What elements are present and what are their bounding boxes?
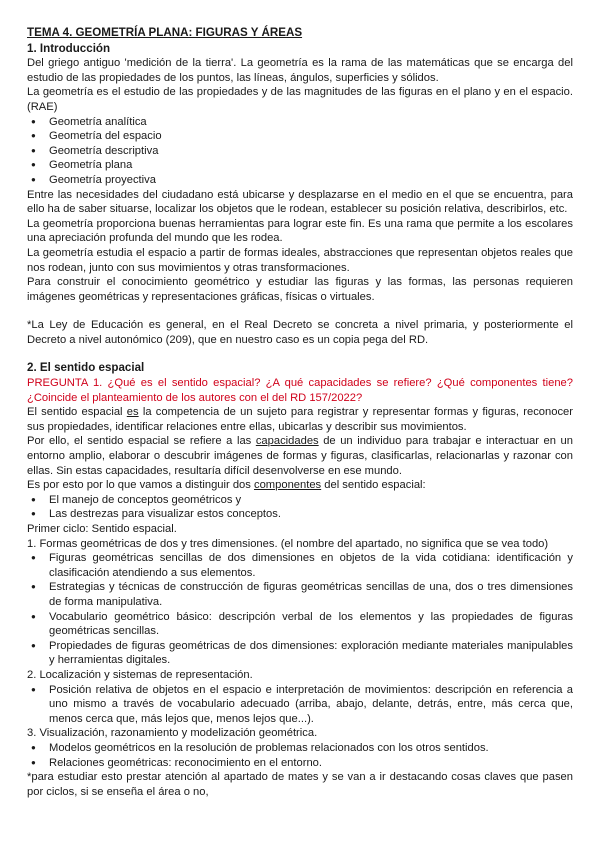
item-1-list: [27, 551, 573, 668]
list-item: ● Vocabulario geométrico básico: descripción verbal de los elementos y las propiedades de figuras geométricas sencillas.: [27, 610, 573, 639]
list-item: ● El manejo de conceptos geométricos y: [27, 493, 573, 508]
item-2-heading: 2. Localización y sistemas de representación.: [27, 668, 253, 681]
list-item: ● Propiedades de figuras geométricas de dos dimensiones: exploración mediante materiales manipulables y herramientas digitales.: [27, 639, 573, 668]
final-note: *para estudiar esto prestar atención al apartado de mates y se van a ir destacando cosas claves que pasen por ciclos, si se enseña el área o no,: [27, 771, 573, 798]
list-item: ● Las destrezas para visualizar estos conceptos.: [27, 507, 573, 522]
item-2-list: [27, 683, 573, 727]
item-1-heading: 1. Formas geométricas de dos y tres dimensiones. (el nombre del apartado, no significa que se vea todo): [27, 537, 549, 550]
list-item: ● Relaciones geométricas: reconocimiento en el entorno.: [27, 756, 573, 771]
list-item: ● Posición relativa de objetos en el espacio e interpretación de movimientos: descripción en referencia a uno mismo a través de vocabulario adecuado (arriba, abajo, delante, detrás, entre, más cerca que, menos cerca que, más lejos que, menos lejos que...).: [27, 683, 573, 727]
list-item: ● Estrategias y técnicas de construcción de figuras geométricas sencillas de una, dos o tres dimensiones de forma manipulativa.: [27, 580, 573, 609]
list-item: ● Geometría descriptiva: [27, 144, 573, 159]
cycle-label: Primer ciclo: Sentido espacial.: [27, 523, 177, 535]
spatial-sense-definition: El sentido espacial es la competencia de un sujeto para registrar y representar formas y figuras, reconocer sus propiedades, identificar relaciones entre ellas, ubicarlas y describir sus movimientos.: [27, 406, 573, 433]
list-item: ● Geometría del espacio: [27, 129, 573, 144]
section-2-heading: 2. El sentido espacial: [27, 361, 145, 375]
item-3-heading: 3. Visualización, razonamiento y modelización geométrica.: [27, 727, 318, 740]
item-3-list: [27, 741, 573, 770]
intro-paragraph-4: La geometría proporciona buenas herramientas para lograr este fin. Es una rama que permite a los escolares una apreciación profunda del mundo que les rodea.: [27, 217, 573, 245]
list-item: ● Geometría analítica: [27, 115, 573, 130]
intro-paragraph-6: Para construir el conocimiento geométrico y estudiar las figuras y las formas, las personas requieren imágenes geométricas y representaciones gráficas, físicas o virtuales.: [27, 276, 573, 303]
question-1: PREGUNTA 1. ¿Qué es el sentido espacial? ¿A qué capacidades se refiere? ¿Qué componentes tiene? ¿Coincide el planteamiento de los autores con el del RD 157/2022?: [27, 377, 573, 404]
capacities-paragraph: Por ello, el sentido espacial se refiere a las capacidades de un individuo para trabajar e interactuar en un entorno amplio, elaborar o descubrir imágenes de formas y figuras, clasificarlas, relacionarlas y razonar con ellas. Sin estas capacidades, resultaría difícil desenvolverse en ese mundo.: [27, 435, 573, 477]
list-item: ● Geometría proyectiva: [27, 173, 573, 188]
list-item: ● Geometría plana: [27, 158, 573, 173]
intro-paragraph-5: La geometría estudia el espacio a partir de formas ideales, abstracciones que representan objetos reales que nos rodean, junto con sus movimientos y otras transformaciones.: [27, 246, 573, 274]
components-paragraph: Es por esto por lo que vamos a distinguir dos componentes del sentido espacial:: [27, 479, 426, 492]
list-item: ● Figuras geométricas sencillas de dos dimensiones en objetos de la vida cotidiana: identificación y clasificación atendiendo a sus elementos.: [27, 551, 573, 580]
document-page: [27, 26, 573, 799]
geometry-types-list: [27, 115, 573, 188]
section-1-heading: 1. Introducción: [27, 41, 111, 55]
law-note: *La Ley de Educación es general, en el Real Decreto se concreta a nivel primaria, y posteriormente el Decreto a nivel autonómico (209), que en nuestro caso es un copia pega del RD.: [27, 319, 573, 346]
list-item: ● Modelos geométricos en la resolución de problemas relacionados con los otros sentidos.: [27, 741, 573, 756]
intro-paragraph-3: Entre las necesidades del ciudadano está ubicarse y desplazarse en el medio en el que se encuentra, para ello ha de saber situarse, localizar los objetos que le rodean, establecer su posición relativa, describirlos, etc.: [27, 188, 573, 216]
intro-paragraph-1: Del griego antiguo 'medición de la tierra'. La geometría es la rama de las matemáticas que se encarga del estudio de las propiedades de los puntos, las líneas, ángulos, superficies y sólidos.: [27, 57, 573, 84]
intro-paragraph-2: La geometría es el estudio de las propiedades y de las magnitudes de las figuras en el plano y en el espacio. (RAE): [27, 86, 573, 113]
components-list: [27, 493, 573, 522]
document-title: TEMA 4. GEOMETRÍA PLANA: FIGURAS Y ÁREAS: [27, 26, 303, 39]
